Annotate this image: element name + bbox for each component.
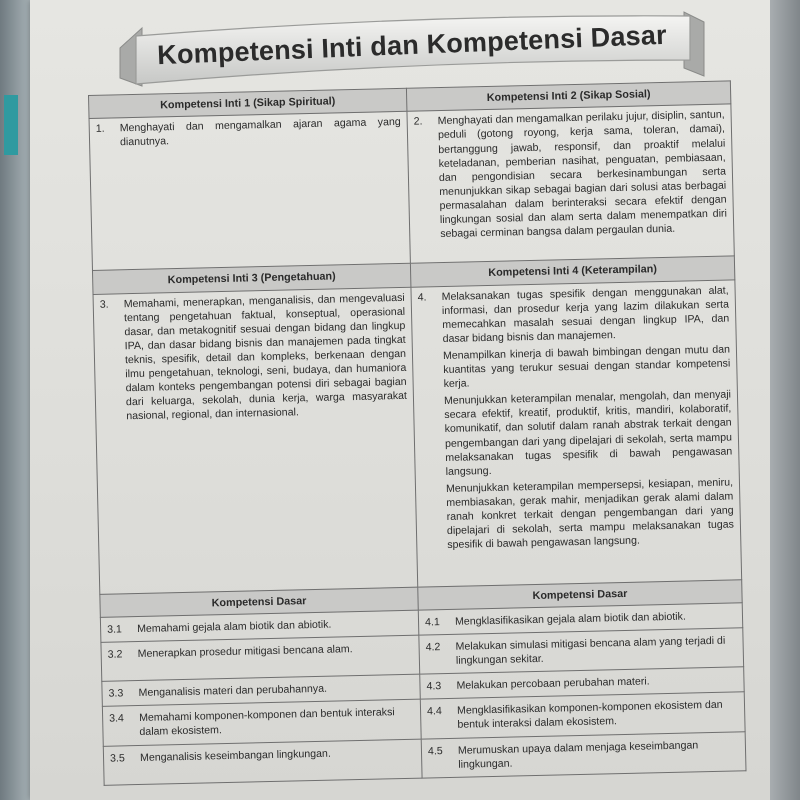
kd-text: Mengklasifikasikan gejala alam biotik dan abiotik.	[454, 610, 686, 628]
ki2-text: Menghayati dan mengamalkan perilaku jujur, disiplin, santun, peduli (gotong royong, kerja sama, toleran, damai), bertanggung jawab, responsif, dan proaktif melalui keteladanan, pemberian nasihat, penguatan, pembiasaan, dan pengondisian secara berkesinambungan serta menunjukkan sikap sebagai bagian dari solusi atas berbagai permasalahan dalam berinteraksi secara efektif dengan lingkungan sosial dan alam serta dalam menempatkan diri sebagai cerminan bangsa dalam pergaulan dunia.	[437, 108, 727, 241]
kd-number: 4.4	[426, 705, 442, 718]
ki3-cell	[93, 287, 418, 594]
kd-number: 4.1	[424, 616, 440, 629]
ki4-paragraph: Melaksanakan tugas spesifik dengan menggunakan alat, informasi, dan prosedur kerja yang lazim dilakukan serta memecahkan masalah sesuai dengan lingkup IPA, dan dasar bidang bisnis dan manajemen.	[441, 284, 730, 345]
kd-text: Melakukan percobaan perubahan materi.	[456, 675, 650, 693]
page-title: Kompetensi Inti dan Kompetensi Dasar	[156, 19, 668, 71]
kd-text: Melakukan simulasi mitigasi bencana alam yang terjadi di lingkungan sekitar.	[455, 634, 726, 668]
ki4-paragraph: Menunjukkan keterampilan mempersepsi, kesiapan, meniru, membiasakan, gerak mahir, menjadikan gerak alami dalam ranah konkret terkait dengan pengembangan dari yang dipelajari di sekolah, serta mampu melaksanakan tugas spesifik di bawah pengawasan langsung.	[445, 476, 735, 552]
ki4-text	[442, 283, 735, 555]
kd-text: Memahami komponen-komponen dan bentuk interaksi dalam ekosistem.	[139, 706, 395, 739]
kd-right-cell	[421, 731, 746, 777]
title-banner	[112, 8, 712, 90]
kd-text: Menerapkan prosedur mitigasi bencana alam.	[137, 643, 353, 661]
kd-left-cell	[103, 739, 422, 785]
ki1-number: 1.	[95, 122, 105, 136]
kd-number: 3.3	[108, 687, 124, 700]
kd-number: 3.1	[107, 623, 123, 636]
ki3-header: Kompetensi Inti 3 (Pengetahuan)	[92, 264, 410, 295]
kd-text: Merumuskan upaya dalam menjaga keseimbangan lingkungan.	[457, 738, 699, 771]
ki4-cell	[411, 280, 742, 587]
ki4-number: 4.	[417, 291, 427, 304]
ki2-header: Kompetensi Inti 2 (Sikap Sosial)	[406, 81, 730, 112]
kd-header-right: Kompetensi Dasar	[418, 580, 742, 611]
ki2-cell	[407, 104, 734, 263]
competency-table	[88, 80, 747, 785]
kd-text: Menganalisis keseimbangan lingkungan.	[139, 747, 331, 764]
ki1-cell	[89, 112, 410, 271]
kd-number: 4.3	[426, 680, 442, 693]
ki3-number: 3.	[99, 298, 109, 311]
ki4-paragraph: Menunjukkan keterampilan menalar, mengolah, dan menyaji secara efektif, kreatif, produktif, kritis, mandiri, kolaboratif, komunikatif, dan solutif dalam ranah abstrak terkait dengan pengembangan dari yang dipelajari di sekolah, serta mampu melaksanakan tugas spesifik di bawah pengawasan langsung.	[443, 388, 733, 478]
left-page-edge	[0, 0, 30, 800]
kd-text: Menganalisis materi dan perubahannya.	[138, 683, 328, 700]
ki4-header: Kompetensi Inti 4 (Keterampilan)	[410, 256, 734, 287]
ki1-text: Menghayati dan mengamalkan ajaran agama yang dianutnya.	[119, 116, 401, 149]
ki4-paragraph: Menampilkan kinerja di bawah bimbingan dengan mutu dan kuantitas yang terukur sesuai dengan standar kompetensi kerja.	[442, 343, 731, 391]
ki3-text: Memahami, menerapkan, menganalisis, dan mengevaluasi tentang pengetahuan faktual, konseptual, operasional dasar, dan metakognitif sesuai dengan bidang dan lingkup IPA, dan dasar bidang bisnis dan manajemen pada tingkat teknis, spesifik, detail dan kompleks, berkenaan dengan ilmu pengetahuan, teknologi, seni, budaya, dan humaniora dalam konteks pengembangan potensi diri sebagai bagian dari keluarga, sekolah, dunia kerja, warga masyarakat nasional, regional, dan internasional.	[123, 291, 408, 423]
teal-tab	[4, 95, 18, 155]
kd-text: Memahami gejala alam biotik dan abiotik.	[136, 618, 332, 636]
right-page-edge	[770, 0, 800, 800]
kd-number: 4.2	[425, 641, 441, 654]
kd-number: 3.5	[109, 751, 125, 765]
kd-number: 3.4	[109, 712, 125, 726]
kd-number: 4.5	[427, 744, 443, 758]
kd-header-left: Kompetensi Dasar	[100, 587, 418, 618]
competency-table-wrapper	[88, 80, 746, 799]
kd-number: 3.2	[107, 648, 123, 661]
kd-text: Mengklasifikasikan komponen-komponen ekosistem dan bentuk interaksi dalam ekosistem.	[456, 699, 723, 732]
ki2-number: 2.	[413, 115, 423, 128]
ki1-header: Kompetensi Inti 1 (Sikap Spiritual)	[89, 88, 407, 119]
